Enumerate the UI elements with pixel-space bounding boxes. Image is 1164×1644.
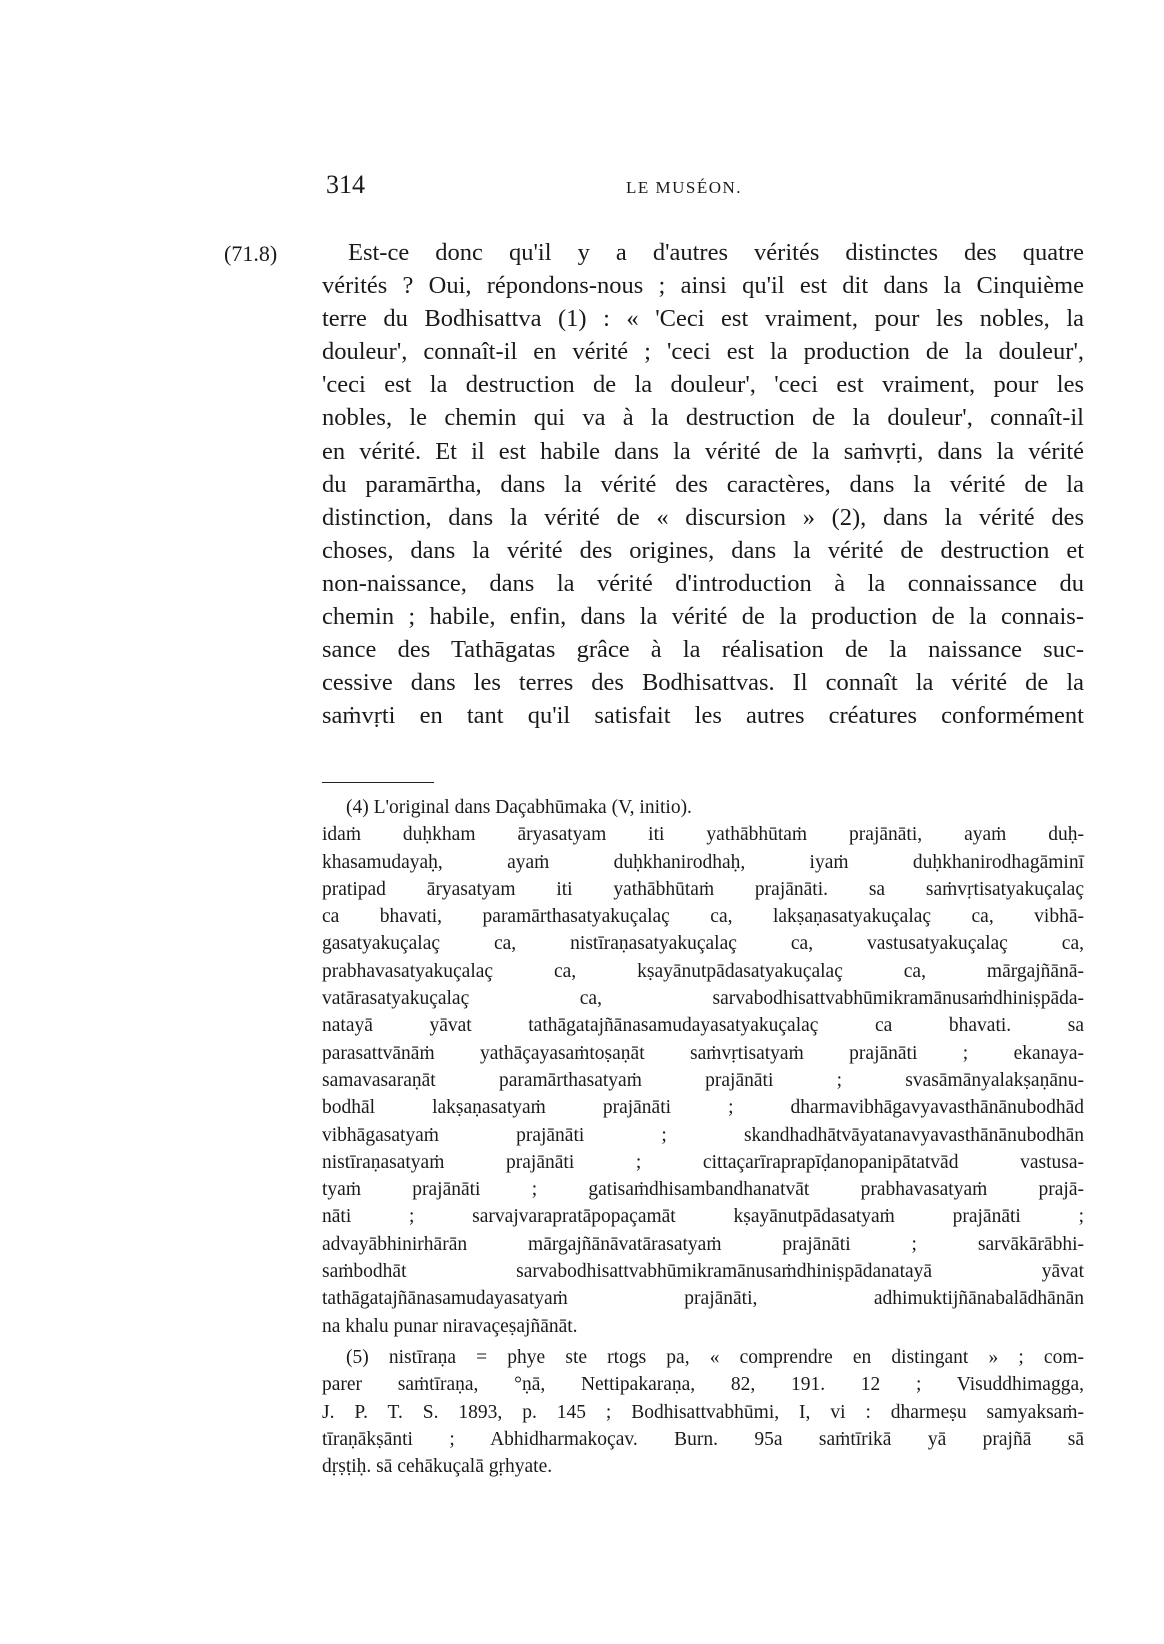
footnote-line: vibhāgasatyaṁ prajānāti ; skandhadhātvāyatanavyavasthānānubodhān: [322, 1124, 1084, 1146]
text-line: non-naissance, dans la vérité d'introduction à la connaissance du: [322, 569, 1084, 597]
running-head: LE MUSÉON.: [626, 178, 743, 197]
footnote-line: saṁbodhāt sarvabodhisattvabhūmikramānusaṁdhiniṣpādanatayā yāvat: [322, 1261, 1084, 1283]
footnote-line: gasatyakuçalaç ca, nistīraṇasatyakuçalaç ca, vastusatyakuçalaç ca,: [322, 933, 1084, 955]
text-line: chemin ; habile, enfin, dans la vérité de la production de la connais-: [322, 603, 1084, 631]
footnote-line: (4) L'original dans Daçabhūmaka (V, initio).: [346, 797, 692, 818]
footnote-line: ca bhavati, paramārthasatyakuçalaç ca, lakṣaṇasatyakuçalaç ca, vibhā-: [322, 906, 1084, 928]
page-number: 314: [326, 170, 365, 199]
footnote-line: tathāgatajñānasamudayasatyaṁ prajānāti, adhimuktijñānabalādhānān: [322, 1288, 1084, 1310]
footnote-line: khasamudayaḥ, ayaṁ duḥkhanirodhaḥ, iyaṁ duḥkhanirodhagāminī: [322, 851, 1084, 873]
text-line: du paramārtha, dans la vérité des caractères, dans la vérité de la: [322, 470, 1084, 498]
footnote-line: nistīraṇasatyaṁ prajānāti ; cittaçarīraprapīḍanopanipātatvād vastusa-: [322, 1151, 1084, 1173]
text-line: douleur', connaît-il en vérité ; 'ceci est la production de la douleur',: [322, 338, 1084, 366]
text-line: distinction, dans la vérité de « discursion » (2), dans la vérité des: [322, 503, 1084, 531]
footnote-line: parasattvānāṁ yathāçayasaṁtoṣaṇāt saṁvṛtisatyaṁ prajānāti ; ekanaya-: [322, 1042, 1084, 1064]
text-line: nobles, le chemin qui va à la destruction de la douleur', connaît-il: [322, 404, 1084, 432]
text-line: terre du Bodhisattva (1) : « 'Ceci est vraiment, pour les nobles, la: [322, 305, 1084, 333]
footnote-line: bodhāl lakṣaṇasatyaṁ prajānāti ; dharmavibhāgavyavasthānānubodhād: [322, 1097, 1084, 1119]
footnote-line: na khalu punar niravaçeṣajñānāt.: [322, 1315, 578, 1337]
text-line: cessive dans les terres des Bodhisattvas. Il connaît la vérité de la: [322, 669, 1084, 697]
footnote-line: vatārasatyakuçalaç ca, sarvabodhisattvabhūmikramānusaṁdhiniṣpāda-: [322, 988, 1084, 1010]
footnote-line: samavasaraṇāt paramārthasatyaṁ prajānāti ; svasāmānyalakṣaṇānu-: [322, 1069, 1084, 1091]
footnote-line: nāti ; sarvajvarapratāpopaçamāt kṣayānutpādasatyaṁ prajānāti ;: [322, 1206, 1084, 1228]
footnote-line: tyaṁ prajānāti ; gatisaṁdhisambandhanatvāt prabhavasatyaṁ prajā-: [322, 1179, 1084, 1201]
footnote-line: J. P. T. S. 1893, p. 145 ; Bodhisattvabhūmi, I, vi : dharmeṣu samyaksaṁ-: [322, 1401, 1084, 1423]
footnote-line: parer saṁtīraṇa, °ṇā, Nettipakaraṇa, 82, 191. 12 ; Visuddhimagga,: [322, 1374, 1084, 1396]
footnote-line: advayābhinirhārān mārgajñānāvatārasatyaṁ prajānāti ; sarvākārābhi-: [322, 1233, 1084, 1255]
text-line: choses, dans la vérité des origines, dans la vérité de destruction et: [322, 536, 1084, 564]
text-line: en vérité. Et il est habile dans la vérité de la saṁvṛti, dans la vérité: [322, 437, 1084, 465]
text-line: saṁvṛti en tant qu'il satisfait les autres créatures conformément: [322, 702, 1084, 730]
footnote-line: idaṁ duḥkham āryasatyam iti yathābhūtaṁ prajānāti, ayaṁ duḥ-: [322, 824, 1084, 846]
footnote-rule: [322, 782, 434, 783]
text-line: 'ceci est la destruction de la douleur', 'ceci est vraiment, pour les: [322, 371, 1084, 399]
main-text: [322, 236, 1084, 732]
footnote-line: dṛṣṭiḥ. sā cehākuçalā gṛhyate.: [322, 1456, 553, 1478]
text-line: sance des Tathāgatas grâce à la réalisation de la naissance suc-: [322, 636, 1084, 664]
footnote-line: pratipad āryasatyam iti yathābhūtaṁ prajānāti. sa saṁvṛtisatyakuçalaç: [322, 878, 1084, 900]
section-marker: (71.8): [224, 241, 278, 266]
footnote-line: tīraṇākṣānti ; Abhidharmakoçav. Burn. 95a saṁtīrikā yā prajñā sā: [322, 1428, 1084, 1450]
footnote-line: natayā yāvat tathāgatajñānasamudayasatyakuçalaç ca bhavati. sa: [322, 1015, 1084, 1037]
footnotes: [322, 794, 1084, 1480]
footnote-line: prabhavasatyakuçalaç ca, kṣayānutpādasatyakuçalaç ca, mārgajñānā-: [322, 960, 1084, 982]
text-line: Est-ce donc qu'il y a d'autres vérités distinctes des quatre: [348, 239, 1084, 266]
footnote-line: (5) nistīraṇa = phye ste rtogs pa, « comprendre en distingant » ; com-: [346, 1346, 1084, 1368]
text-line: vérités ? Oui, répondons-nous ; ainsi qu'il est dit dans la Cinquième: [322, 272, 1084, 300]
